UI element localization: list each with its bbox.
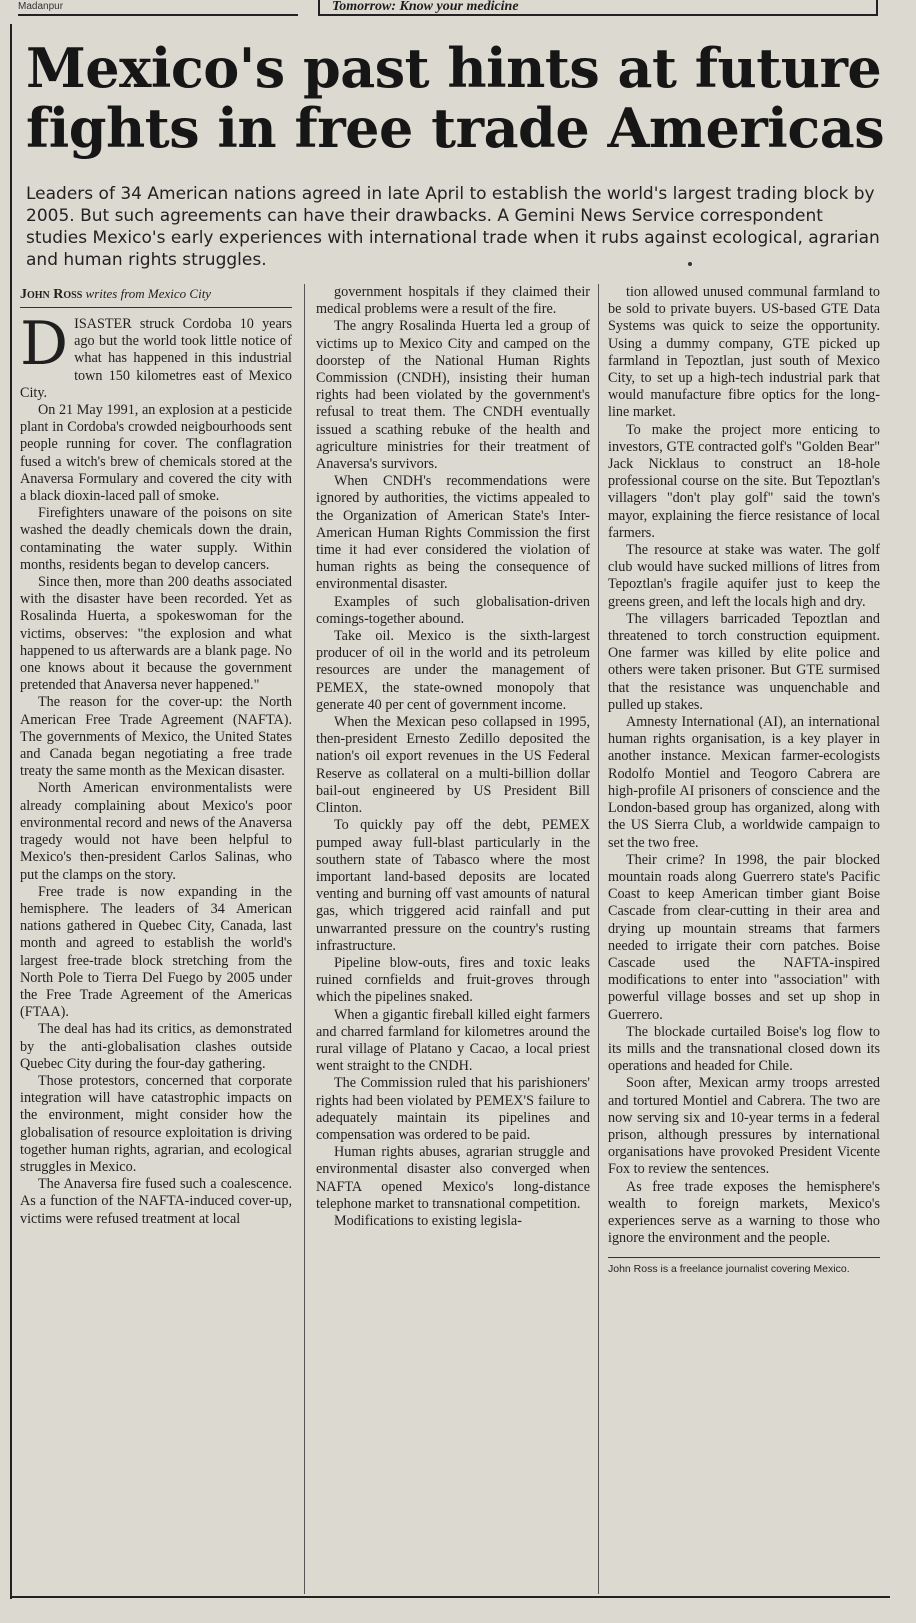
column-rule-2 <box>598 284 599 1594</box>
article-paragraph: To quickly pay off the debt, PEMEX pumped away full-blast particularly in the southern state of Tabasco where the most important land-based deposits are located venting and burning off vast amounts of natural gas, which triggered acid rainfall and put unwarranted pressure on the country's rusting infrastructure. <box>316 817 590 954</box>
byline <box>20 286 292 308</box>
article-paragraph: Since then, more than 200 deaths associated with the disaster have been recorded. Yet as Rosalinda Huerta, a spokeswoman for the victims, observes: "the explosion and what happened to us afterwards are a blank page. No one knows about it because the government pretended that Anaversa never happened." <box>20 574 292 694</box>
article-paragraph: North American environmentalists were already complaining about Mexico's poor environmental record and news of the Anaversa tragedy would not have been helpful to Mexico's then-president Carlos Salinas, who put the clamps on the story. <box>20 780 292 883</box>
column-3-paragraphs <box>608 284 880 1247</box>
article-paragraph: Firefighters unaware of the poisons on site washed the deadly chemicals down the drain, contaminating the water supply. Within months, residents began to develop cancers. <box>20 505 292 573</box>
article-column-3 <box>608 284 880 1276</box>
article-paragraph: The Anaversa fire fused such a coalescence. As a function of the NAFTA-induced cover-up, victims were refused treatment at local <box>20 1176 292 1227</box>
masthead-strip <box>0 0 916 20</box>
drop-cap: D <box>20 309 69 379</box>
headline: Mexico's past hints at future fights in free trade Americas <box>26 36 885 160</box>
article-paragraph: The deal has had its critics, as demonstrated by the anti-globalisation clashes outside Quebec City during the four-day gathering. <box>20 1021 292 1072</box>
article-paragraph: When a gigantic fireball killed eight farmers and charred farmland for kilometres around the rural village of Platano y Cacao, a local priest went straight to the CNDH. <box>316 1006 590 1075</box>
column-1-paragraphs <box>20 402 292 1228</box>
article-paragraph: Pipeline blow-outs, fires and toxic leaks ruined cornfields and fruit-groves through which the pipelines snaked. <box>316 954 590 1006</box>
lead-text: ISASTER struck Cordoba 10 years ago but the world took little notice of what has happened in this industrial town 150 kilometres east of Mexico City. <box>20 316 292 401</box>
article-paragraph: Free trade is now expanding in the hemisphere. The leaders of 34 American nations gathered in Quebec City, Canada, last month and agreed to establish the world's largest free-trade block stretching from the North Pole to Tierra Del Fuego by 2005 under the Free Trade Agreement of the Americas (FTAA). <box>20 883 292 1021</box>
article-paragraph: Modifications to existing legisla- <box>334 1212 522 1229</box>
article-paragraph: The resource at stake was water. The golf club would have sucked millions of litres from Tepoztlan's fragile aquifer just to keep the greens green, and left the locals high and dry. <box>608 542 880 610</box>
article-paragraph: The blockade curtailed Boise's log flow to its mills and the transnational closed down its operations and headed for Chile. <box>608 1023 880 1075</box>
article-paragraph: The Commission ruled that his parishioners' rights had been violated by PEMEX'S failure to adequately maintain its pipelines and compensation was ordered to be paid. <box>316 1075 590 1143</box>
article-paragraph: Human rights abuses, agrarian struggle and environmental disaster also converged when NAFTA opened Mexico's long-distance telephone market to transnational competition. <box>316 1144 590 1212</box>
article-paragraph: When the Mexican peso collapsed in 1995, then-president Ernesto Zedillo deposited the nation's oil export revenues in the US Federal Reserve as collateral on a multi-billion dollar bail-out engineered by US President Bill Clinton. <box>316 714 590 817</box>
bottom-rule <box>10 1596 890 1598</box>
article-column-1 <box>20 286 292 1228</box>
decorative-dot <box>688 262 692 266</box>
author-footnote: John Ross is a freelance journalist covering Mexico. <box>608 1257 880 1276</box>
column-2-paragraphs <box>316 284 590 1230</box>
article-paragraph: Those protestors, concerned that corporate integration will have catastrophic impacts on the environment, might consider how the globalisation of resource exploitation is driving together human rights, agrarian, and ecological struggles in Mexico. <box>20 1072 292 1175</box>
article-paragraph: government hospitals if they claimed their medical problems were a result of the fire. <box>316 284 590 318</box>
article-paragraph: The angry Rosalinda Huerta led a group of victims up to Mexico City and camped on the doorstep of the National Human Rights Commission (CNDH), insisting their human rights had been violated by the government's refusal to treat them. The CNDH eventually issued a scathing rebuke of the health and agriculture ministries for their treatment of Anaversa's survivors. <box>316 318 590 473</box>
article-paragraph: Amnesty International (AI), an international human rights organisation, is a key player in another instance. Mexican farmer-ecologists Rodolfo Montiel and Teogoro Cabrera are high-profile AI prisoners of conscience and the London-based group has organized, along with the US Sierra Club, a worldwide campaign to set the two free. <box>608 714 880 851</box>
article-paragraph: Take oil. Mexico is the sixth-largest producer of oil in the world and its petroleum resources are under the management of PEMEX, the state-owned monopoly that generate 40 per cent of government income. <box>316 628 590 713</box>
article-paragraph: Their crime? In 1998, the pair blocked mountain roads along Guerrero state's Pacific Coast to keep American timber giant Boise Cascade from clear-cutting in their area and drying up mountain streams that farmers needed to irrigate their corn patches. Boise Cascade used the NAFTA-inspired modifications to enter into "association" with powerful village bosses and set up shop in Guerrero. <box>608 851 880 1023</box>
article-paragraph: tion allowed unused communal farmland to be sold to private buyers. US-based GTE Data Systems was quick to seize the opportunity. Using a dummy company, GTE picked up farmland in Tepoztlan, just south of Mexico City, to set up a high-tech industrial park that would manufacture fibre optics for the long-line market. <box>608 284 880 421</box>
column-rule-1 <box>304 284 305 1594</box>
lead-paragraph <box>20 309 292 402</box>
article-paragraph: Examples of such globalisation-driven comings-together abound. <box>316 593 590 627</box>
left-border-rule <box>10 24 12 1599</box>
article-column-2 <box>316 284 590 1230</box>
byline-location: writes from Mexico City <box>85 286 212 301</box>
masthead-left: Madanpur <box>18 0 298 16</box>
standfirst: Leaders of 34 American nations agreed in late April to establish the world's largest trading block by 2005. But such agreements can have their drawbacks. A Gemini News Service correspondent studies Mexico's early experiences with international trade when it rubs against ecological, agrarian and human rights struggles. <box>26 184 880 270</box>
article-paragraph: Soon after, Mexican army troops arrested and tortured Montiel and Cabrera. The two are now serving six and 10-year terms in a federal prison, although pressures by international organisations have provoked President Vicente Fox to review the sentences. <box>608 1075 880 1178</box>
article-paragraph: As free trade exposes the hemisphere's wealth to foreign markets, Mexico's experiences serve as a warning to those who ignore the environment and the people. <box>608 1178 880 1247</box>
byline-name: John Ross <box>20 287 83 302</box>
masthead-right: Tomorrow: Know your medicine <box>318 0 878 16</box>
article-paragraph: The reason for the cover-up: the North American Free Trade Agreement (NAFTA). The governments of Mexico, the United States and Canada began negotiating a free trade treaty the same month as the Mexican disaster. <box>20 694 292 780</box>
article-paragraph: When CNDH's recommendations were ignored by authorities, the victims appealed to the Organization of American State's Inter-American Human Rights Commission the first time it had ever considered the violation of human rights as being the consequence of environmental disaster. <box>316 473 590 593</box>
article-paragraph: On 21 May 1991, an explosion at a pesticide plant in Cordoba's crowded neigbourhoods sent people running for cover. The conflagration fused a witch's brew of chemicals stored at the Anaversa Formulary and covered the city with a black dioxin-laced pall of smoke. <box>20 402 292 505</box>
article-paragraph: The villagers barricaded Tepoztlan and threatened to torch construction equipment. One farmer was killed by elite police and others were taken prisoner. But GTE surmised that the resistance was unquenchable and pulled up stakes. <box>608 610 880 713</box>
article-paragraph: To make the project more enticing to investors, GTE contracted golf's "Golden Bear" Jack Nicklaus to construct an 18-hole professional course on the site. But Tepoztlan's villagers "don't play golf" said the town's mayor, explaining the fierce resistance of local farmers. <box>608 421 880 541</box>
